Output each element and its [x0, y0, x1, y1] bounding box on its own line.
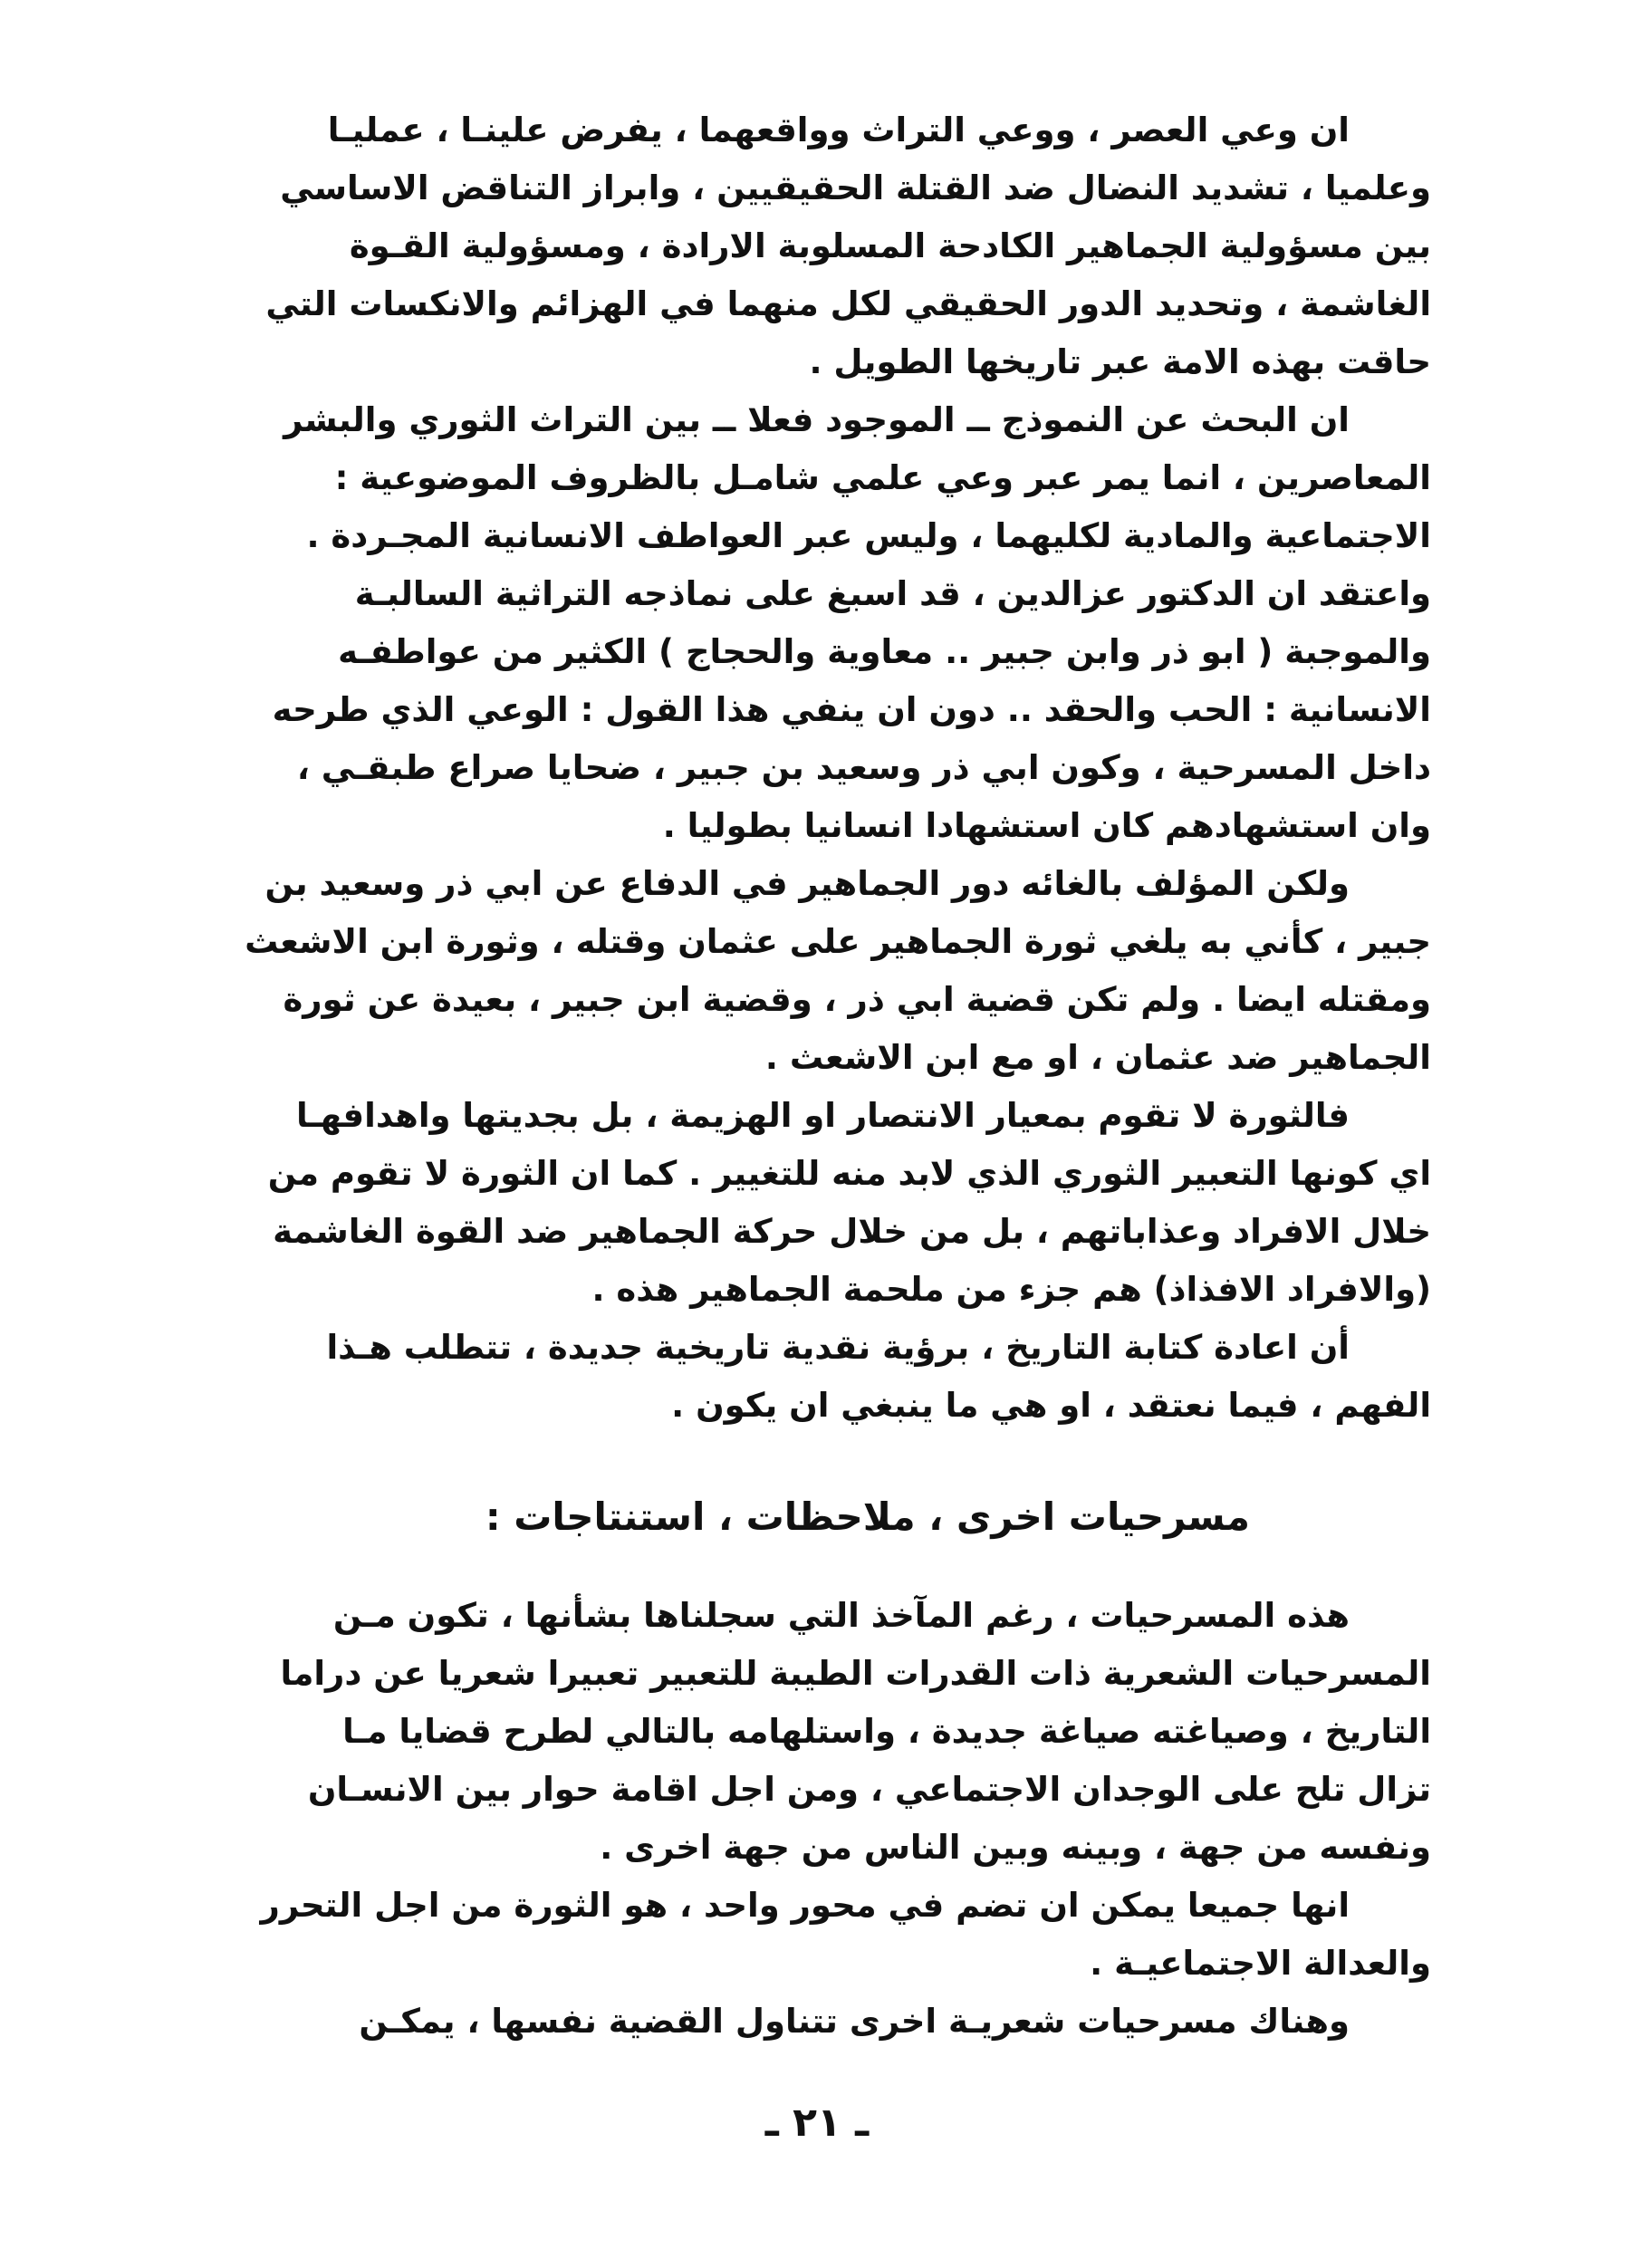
text-line: جبير ، كأني به يلغي ثورة الجماهير على عثمان وقتله ، وثورة ابن الاشعث: [245, 922, 1431, 961]
text-line: فالثورة لا تقوم بمعيار الانتصار او الهزيمة ، بل بجديتها واهدافهـا: [295, 1096, 1350, 1135]
text-line: وان استشهادهم كان استشهادا انسانيا بطوليا .: [662, 806, 1431, 845]
page-number: ـ ٢١ ـ: [764, 2100, 870, 2146]
text-line: والموجبة ( ابو ذر وابن جبير .. معاوية والحجاج ) الكثير من عواطفـه: [338, 632, 1431, 671]
text-line: (والافراد الافذاذ) هم جزء من ملحمة الجماهير هذه .: [591, 1270, 1431, 1309]
body-text-section-1: [225, 101, 1431, 1435]
text-line: ولكن المؤلف بالغائه دور الجماهير في الدفاع عن ابي ذر وسعيد بن: [264, 864, 1350, 903]
text-line: الغاشمة ، وتحديد الدور الحقيقي لكل منهما في الهزائم والانكسات التي: [265, 284, 1431, 323]
text-line: الانسانية : الحب والحقد .. دون ان ينفي هذا القول : الوعي الذي طرحه: [272, 690, 1431, 729]
text-line: وهناك مسرحيات شعريـة اخرى تتناول القضية نفسها ، يمكـن: [359, 2002, 1350, 2041]
text-line: داخل المسرحية ، وكون ابي ذر وسعيد بن جبير ، ضحايا صراع طبقـي ،: [296, 748, 1431, 787]
text-line: أن اعادة كتابة التاريخ ، برؤية نقدية تاريخية جديدة ، تتطلب هـذا: [326, 1328, 1350, 1367]
text-line: ومقتله ايضا . ولم تكن قضية ابي ذر ، وقضية ابن جبير ، بعيدة عن ثورة: [283, 980, 1431, 1019]
text-line: المسرحيات الشعرية ذات القدرات الطيبة للتعبير تعبيرا شعريا عن دراما: [280, 1654, 1431, 1693]
text-line: التاريخ ، وصياغته صياغة جديدة ، واستلهامه بالتالي لطرح قضايا مـا: [342, 1712, 1431, 1751]
text-line: المعاصرين ، انما يمر عبر وعي علمي شامـل بالظروف الموضوعية :: [334, 458, 1431, 497]
body-text-section-2: [225, 1587, 1431, 2051]
text-line: ان وعي العصر ، ووعي التراث وواقعهما ، يفرض علينـا ، عمليـا: [327, 111, 1350, 149]
text-line: الاجتماعية والمادية لكليهما ، وليس عبر العواطف الانسانية المجـردة .: [306, 516, 1431, 555]
text-line: اي كونها التعبير الثوري الذي لابد منه للتغيير . كما ان الثورة لا تقوم من: [267, 1154, 1431, 1193]
text-line: تزال تلح على الوجدان الاجتماعي ، ومن اجل اقامة حوار بين الانسـان: [307, 1770, 1431, 1809]
text-line: حاقت بهذه الامة عبر تاريخها الطويل .: [809, 342, 1431, 381]
text-line: الفهم ، فيما نعتقد ، او هي ما ينبغي ان يكون .: [671, 1386, 1431, 1425]
text-line: والعدالة الاجتماعيـة .: [1090, 1944, 1431, 1983]
text-line: ونفسه من جهة ، وبينه وبين الناس من جهة اخرى .: [600, 1828, 1431, 1867]
text-line: وعلميا ، تشديد النضال ضد القتلة الحقيقيين ، وابراز التناقض الاساسي: [280, 168, 1431, 207]
text-line: هذه المسرحيات ، رغم المآخذ التي سجلناها بشأنها ، تكون مـن: [332, 1596, 1350, 1635]
text-line: ان البحث عن النموذج ــ الموجود فعلا ــ بين التراث الثوري والبشر: [284, 400, 1350, 439]
text-line: انها جميعا يمكن ان تضم في محور واحد ، هو الثورة من اجل التحرر: [260, 1886, 1350, 1925]
section-heading: مسرحيات اخرى ، ملاحظات ، استنتاجات :: [485, 1494, 1250, 1539]
text-line: واعتقد ان الدكتور عزالدين ، قد اسبغ على نماذجه التراثية السالبـة: [354, 574, 1431, 613]
text-line: بين مسؤولية الجماهير الكادحة المسلوبة الارادة ، ومسؤولية القـوة: [349, 226, 1431, 265]
text-line: الجماهير ضد عثمان ، او مع ابن الاشعث .: [764, 1038, 1431, 1077]
text-line: خلال الافراد وعذاباتهم ، بل من خلال حركة الجماهير ضد القوة الغاشمة: [273, 1212, 1431, 1251]
